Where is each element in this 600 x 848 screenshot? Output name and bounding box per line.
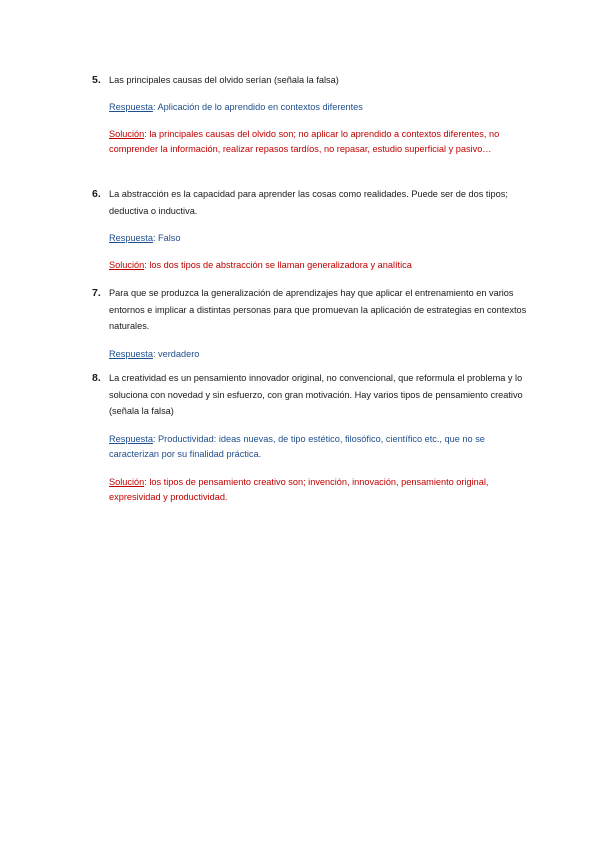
question-text (92, 285, 528, 335)
answer-label: Respuesta (109, 433, 153, 444)
solution (92, 127, 528, 157)
question-6 (92, 186, 528, 273)
question-text (92, 370, 528, 420)
answer-label: Respuesta (109, 348, 153, 359)
solution-label: Solución (109, 476, 145, 487)
question-8 (92, 370, 528, 505)
answer-label: Respuesta (109, 233, 153, 243)
question-number: 6. (92, 188, 101, 200)
question-number: 8. (92, 372, 101, 384)
question-number: 7. (92, 287, 101, 299)
solution (92, 258, 528, 273)
solution-text: : los tipos de pensamiento creativo son; invención, innovación, pensamiento original, expresividad y productividad. (109, 476, 489, 502)
answer-text: : Aplicación de lo aprendido en contextos diferentes (152, 101, 363, 112)
solution-text: : la principales causas del olvido son; no aplicar lo aprendido a contextos diferentes, no comprender la información, realizar repasos tardíos, no repasar, estudio superficial y pasivo… (109, 128, 500, 154)
answer (92, 347, 528, 362)
answer-label: Respuesta (109, 101, 153, 112)
answer (92, 231, 528, 246)
answer-text: : verdadero (152, 348, 200, 359)
solution (92, 475, 528, 505)
question-statement: La creatividad es un pensamiento innovador original, no convencional, que reformula el problema y lo soluciona con novedad y sin esfuerzo, con gran motivación. Hay varios tipos de pensamiento creativo (señala la falsa) (109, 373, 523, 416)
question-text (92, 186, 528, 219)
question-statement: Las principales causas del olvido serían (señala la falsa) (109, 75, 339, 85)
question-number: 5. (92, 74, 101, 86)
answer (92, 432, 528, 462)
question-5 (92, 72, 528, 157)
answer-text: : Falso (152, 233, 181, 243)
question-7 (92, 285, 528, 362)
answer-text: : Productividad: ideas nuevas, de tipo estético, filosófico, científico etc., que no se caracterizan por su finalidad práctica. (109, 433, 485, 459)
solution-label: Solución (109, 128, 145, 139)
question-text (92, 72, 528, 89)
answer (92, 100, 528, 115)
solution-label: Solución (109, 260, 145, 270)
solution-text: : los dos tipos de abstracción se llaman generalizadora y analítica (144, 260, 412, 270)
question-statement: Para que se produzca la generalización de aprendizajes hay que aplicar el entrenamiento en varios entornos e implicar a distintas personas para que promuevan la aplicación de estrategias en contextos naturales. (109, 288, 527, 331)
question-statement: La abstracción es la capacidad para aprender las cosas como realidades. Puede ser de dos tipos; deductiva o inductiva. (109, 189, 508, 216)
